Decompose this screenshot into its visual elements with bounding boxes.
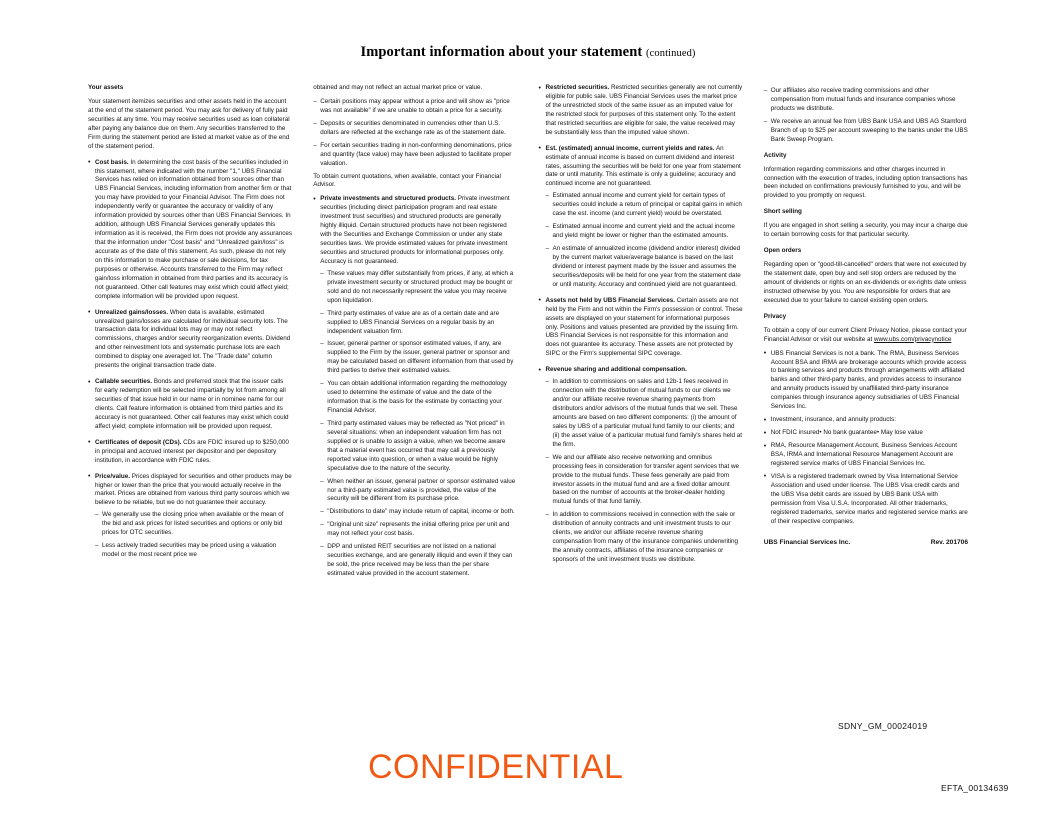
bates-number-top: SDNY_GM_00024019 — [838, 721, 928, 731]
restricted-securities-body: Restricted securities generally are not currently eligible for public sale. UBS Financial Services uses the market price of the unrestricted stock of the same issuer as an imputed value for the restricted stock for purposes of this statement only. To the extent that restricted securities are eligible for sale, the value received may be substantially less than the imputed value shown. — [545, 84, 743, 136]
privacy-disclosure-list — [764, 350, 968, 527]
price-value-sublist — [95, 511, 292, 560]
page-title-continued: (continued) — [646, 48, 696, 59]
column-2-bullets — [313, 195, 517, 579]
revenue-sharing-continued-list — [764, 87, 968, 145]
section-estimated-income — [539, 145, 743, 290]
list-item: – An estimate of annualized income (dividend and/or interest) divided by the current market value/average balance is based on the last dividend or interest payment made by the issuer and assumes the securities/deposits will be held for one year from the statement date or until maturity. Accuracy and continued yield are not guaranteed. — [546, 245, 743, 290]
list-item: – "Distributions to date" may include return of capital, income or both. — [320, 508, 517, 517]
column-1 — [88, 84, 292, 586]
estimated-income-heading: Est. (estimated) annual income, current yields and rates. — [545, 144, 715, 152]
list-item: – DPP and unlisted REIT securities are not listed on a national securities exchange, and are generally illiquid and even if they can be sold, the price received may be less than the per share estimated value provided in the account statement. — [320, 543, 517, 579]
private-investments-body: Private investment securities (including direct participation program and real estate investment trust securities) and structured products are generally highly illiquid. Certain structured products have not been registered with the Securities and Exchange Commission or under any state securities laws. We provide estimated values for private investment securities and structured products for informational purposes only. Accuracy is not guaranteed. — [320, 195, 510, 265]
estimated-income-sublist — [546, 192, 743, 289]
list-item: • VISA is a registered trademark owned by Visa International Service Association and used under license. The UBS Visa credit cards and the UBS Visa debit cards are issued by UBS Bank USA with permission from Visa U.S.A. Incorporated. All other trademarks, registered trademarks, service marks and registered service marks are of their respective companies. — [764, 473, 968, 527]
list-item: – We generally use the closing price when available or the mean of the bid and ask prices for listed securities and options or only bid prices for OTC securities. — [95, 511, 292, 538]
private-investments-heading: Private investments and structured products. — [320, 195, 457, 203]
assets-not-held-heading: Assets not held by UBS Financial Services. — [545, 296, 675, 304]
section-privacy — [764, 313, 968, 527]
revenue-sharing-heading: Revenue sharing and additional compensation. — [545, 366, 687, 374]
list-item: – For certain securities trading in non-conforming denominations, price and quantity (face value) may have been adjusted to facilitate proper valuation. — [313, 142, 517, 169]
privacy-heading: Privacy — [763, 312, 787, 320]
list-item: – These values may differ substantially from prices, if any, at which a private investment security or structured product may be bought or sold and do not necessarily represent the value you may receive upon liquidation. — [320, 270, 517, 306]
cds-heading: Certificates of deposit (CDs). — [95, 438, 182, 446]
your-assets-heading: Your assets — [88, 84, 124, 91]
price-value-body: Prices displayed for securities and other products may be higher or lower than the price that you would actually receive in the market. Prices are obtained from various third party sources which we believe to be reliable, but we do not guarantee their accuracy. — [95, 472, 292, 507]
section-open-orders — [764, 247, 968, 306]
section-your-assets — [88, 84, 292, 152]
estimated-income-body: An estimate of annual income is based on current dividend and interest rates, assuming the securities will be held for one year from statement date or until maturity. This estimate is only a guideline; accuracy and continued income are not guaranteed. — [545, 144, 741, 188]
list-item: – "Original unit size" represents the initial offering price per unit and may not reflect your cost basis. — [320, 521, 517, 539]
unrealized-heading: Unrealized gains/losses. — [95, 308, 169, 316]
restricted-securities-heading: Restricted securities. — [545, 84, 610, 91]
privacy-body-text: To obtain a copy of our current Client Privacy Notice, please contact your Financial Advisor or visit our website at — [763, 326, 967, 343]
list-item: – When neither an issuer, general partner or sponsor estimated value nor a third-party estimated value is provided, the value of the security will be different from its purchase price. — [320, 478, 517, 505]
confidential-stamp: CONFIDENTIAL — [368, 748, 624, 786]
section-callable — [88, 378, 292, 432]
callable-heading: Callable securities. — [95, 378, 153, 386]
list-item: – In addition to commissions on sales and 12b-1 fees received in connection with the distribution of mutual funds to our clients we and/or our affiliate receive revenue sharing payments from distributors and/or advisors of the mutual funds that we sell. These amounts are based on two different components: (i) the amount of sales by UBS of a particular mutual fund family to our clients; and (ii) the asset value of a particular mutual fund family's shares held at the firm. — [546, 378, 743, 450]
privacy-body — [764, 327, 968, 345]
callable-body: Bonds and preferred stock that the issuer calls for early redemption will be selected impartially by lot from among all securities of that issue held in our name or in nominee name for our clients. Call feature information is obtained from third parties and its accuracy is not guaranteed. Other call features may exist which could affect yield; complete information will be provided upon request. — [95, 378, 289, 430]
revision-code: Rev. 201706 — [930, 539, 968, 547]
list-item: – You can obtain additional information regarding the methodology used to determine the estimate of value and the date of the information that is the basis for the estimate by contacting your Financial Advisor. — [320, 380, 517, 416]
list-item: – Deposits or securities denominated in currencies other than U.S. dollars are reflected at the exchange rate as of the statement date. — [313, 120, 517, 138]
list-item: – Certain positions may appear without a price and will show as "price was not available" if we are unable to obtain a price for a security. — [313, 98, 517, 116]
cds-body: CDs are FDIC insured up to $250,000 in principal and accrued interest per depositor and per depository institution, in accordance with FDIC rules. — [95, 438, 289, 464]
bates-number-bottom: EFTA_00134639 — [941, 783, 1009, 793]
assets-not-held-body: Certain assets are not held by the Firm and not within the Firm's possession or control. These assets are displayed on your statement for informational purposes only. Positions and values presented are provided by the issuing firm. UBS Financial Services is not responsible for this information and does not guarantee its accuracy. These assets are not protected by SIPC or the Firm's supplemental SIPC coverage. — [545, 296, 743, 358]
columns-container — [88, 84, 968, 586]
unrealized-body: When data is available, estimated unrealized gains/losses are calculated for individual security lots. The transaction data for individual lots may or may not reflect commissions, charges and/or security reorganization events. Dividend and other reinvestment lots and systematic purchase lots are each combined to display one averaged lot. The "Trade date" column presents the original transaction trade date. — [95, 308, 291, 370]
list-item: • RMA, Resource Management Account, Business Services Account BSA, IRMA and International Resource Management Account are registered service marks of UBS Financial Services Inc. — [764, 442, 968, 469]
short-selling-heading: Short selling — [763, 208, 802, 216]
open-orders-heading: Open orders — [763, 247, 802, 255]
column-3 — [539, 84, 743, 586]
list-item: – Our affiliates also receive trading commissions and other compensation from mutual funds and insurance companies whose products we distribute. — [764, 87, 968, 114]
price-value-continuation: obtained and may not reflect an actual market price or value. — [313, 84, 483, 91]
list-item: • UBS Financial Services is not a bank. The RMA, Business Services Account BSA and IRMA are brokerage accounts which provide access to banking services and products through arrangements with affiliated banks and other third-party banks, and provides access to insurance and annuity products issued by unaffiliated third-party insurance companies through insurance agency subsidiaries of UBS Financial Services Inc. — [764, 350, 968, 413]
section-short-selling — [764, 208, 968, 240]
list-item: – Less actively traded securities may be priced using a valuation model or the most recent price we — [95, 542, 292, 560]
column-3-bullets — [539, 84, 743, 565]
firm-footer — [764, 538, 968, 547]
list-item: – Issuer, general partner or sponsor estimated values, if any, are supplied to the Firm by the issuer, general partner or sponsor and may be calculated based on different information from that used by third parties to derive their estimated values. — [320, 340, 517, 376]
list-item: – Third party estimated values may be reflected as "Not priced" in several situations: when an independent valuation firm has not supplied or is unable to assign a value, when we become aware that a material event has occurred that may call a previously reported value into question, or when a value would be highly speculative due to the nature of the security. — [320, 420, 517, 474]
price-value-contact-note: To obtain current quotations, when available, contact your Financial Advisor. — [313, 172, 501, 189]
private-investments-sublist — [320, 270, 517, 579]
list-item: • Not FDIC insured• No bank guarantee• May lose value — [764, 429, 968, 438]
price-value-continued-list — [313, 98, 517, 169]
cost-basis-body: In determining the cost basis of the securities included in this statement, where indicated with the number "1," UBS Financial Services has relied on information obtained from sources other than UBS Financial Services, including information from another firm or that you may have provided to your Financial Advisor. The Firm does not independently verify or guarantee the accuracy or validity of any information provided by sources other than UBS Financial Services. In addition, although UBS Financial Services generally updates this information as it is received, the Firm does not provide any assurances that the information under "Cost basis" and "Unrealized gain/loss" is accurate as of the date of this statement. As such, please do not rely on this information to make purchase or sale decisions, for tax purposes or otherwise. Accounts transferred to the Firm may reflect gain/loss information in obtained from third parties and its accuracy is not guaranteed. Other call features may exist which could affect yield; complete information will be provided upon request. — [95, 158, 293, 300]
your-assets-body: Your statement itemizes securities and other assets held in the account at the end of the statement period. You may ask for delivery of fully paid securities at any time. You may receive securities used as loan collateral after paying any balance due on them. Any securities transferred to the Firm during the statement period are listed at market value as of the end of the statement period. — [88, 97, 290, 150]
section-unrealized — [88, 309, 292, 372]
list-item: – We and our affiliate also receive networking and omnibus processing fees in consideration for transfer agent services that we provide to the mutual funds. These fees generally are paid from investor assets in the mutual fund and are a fixed dollar amount based on the number of accounts at the broker-dealer holding mutual funds of that fund family. — [546, 454, 743, 508]
column-2 — [313, 84, 517, 586]
privacy-notice-link[interactable]: www.ubs.com/privacynotice — [874, 335, 952, 343]
activity-heading: Activity — [763, 151, 787, 159]
section-restricted-securities — [539, 84, 743, 138]
cost-basis-heading: Cost basis. — [95, 158, 129, 166]
open-orders-body: Regarding open or "good-till-cancelled" orders that were not executed by the statement date, open buy and sell stop orders are reduced by the amount of dividends or rights on an ex-dividends or ex-rights date unless instructed otherwise by you. You are responsible for orders that are executed due to your failure to cancel existing open orders. — [763, 261, 967, 304]
section-price-value — [88, 473, 292, 560]
list-item: – Estimated annual income and current yield for certain types of securities could include a return of principal or capital gains in which case the est. income (and current yield) would be overstated. — [546, 192, 743, 219]
section-cds — [88, 439, 292, 466]
section-private-investments — [313, 195, 517, 579]
activity-body: Information regarding commissions and other charges incurred in connection with the execution of trades, including option transactions has been included on confirmations previously furnished to you, and will be provided to you promptly on request. — [763, 165, 968, 200]
section-activity — [764, 152, 968, 202]
list-item: • Investment, insurance, and annuity products: — [764, 416, 968, 425]
list-item: – In addition to commissions received in connection with the sale or distribution of annuity contracts and unit investment trusts to our clients, we and/or our affiliate receive revenue sharing compensation from many of the insurance companies underwriting the annuity contracts, affiliates of the insurance companies or sponsors of the unit investment trusts we distribute. — [546, 511, 743, 565]
list-item: – We receive an annual fee from UBS Bank USA and UBS AG Stamford Branch of up to $25 per account sweeping to the banks under the UBS Bank Sweep Program. — [764, 118, 968, 145]
price-value-heading: Price/value. — [95, 472, 131, 480]
page-title-text: Important information about your statement — [360, 44, 643, 60]
section-assets-not-held — [539, 297, 743, 360]
section-revenue-sharing — [539, 366, 743, 565]
column-1-bullets — [88, 159, 292, 560]
page-title — [0, 44, 1056, 61]
short-selling-body: If you are engaged in short selling a security, you may incur a charge due to certain borrowing costs for that particular security. — [763, 222, 968, 239]
list-item: – Estimated annual income and current yield and the actual income and yield might be lower or higher than the estimated amounts. — [546, 223, 743, 241]
section-cost-basis — [88, 159, 292, 302]
revenue-sharing-sublist — [546, 378, 743, 565]
firm-name: UBS Financial Services Inc. — [763, 539, 851, 547]
column-4 — [764, 84, 968, 586]
list-item: – Third party estimates of value are as of a certain date and are supplied to UBS Financial Services on a regular basis by an independent valuation firm. — [320, 310, 517, 337]
